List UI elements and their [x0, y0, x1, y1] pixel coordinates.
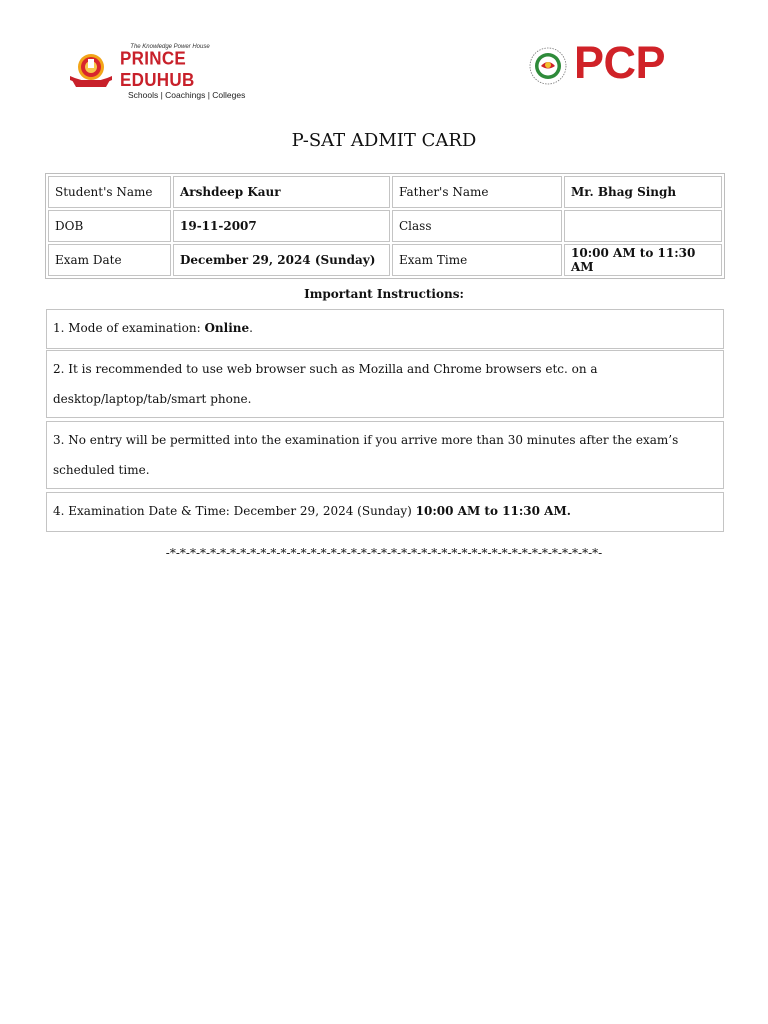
instruction-item-4	[46, 492, 724, 532]
end-marker: -*-*-*-*-*-*-*-*-*-*-*-*-*-*-*-*-*-*-*-*-*-*-*-*-*-*-*-*-*-*-*-*-*-*-*-*-*-*-*-*-*-*-*-	[165, 546, 603, 560]
instructions-heading: Important Instructions:	[304, 287, 464, 301]
prince-eduhub-emblem-icon	[68, 50, 114, 90]
label-student-name: Student's Name	[48, 176, 171, 208]
instruction-bold: Online	[204, 321, 250, 335]
brand-name: PRINCE EDUHUB	[120, 48, 195, 91]
table-row	[48, 176, 722, 208]
instruction-item-2	[46, 350, 724, 418]
label-class: Class	[392, 210, 562, 242]
pcp-seal-icon	[528, 44, 568, 88]
label-exam-time: Exam Time	[392, 244, 562, 276]
value-dob: 19-11-2007	[173, 210, 390, 242]
table-row	[48, 210, 722, 242]
instruction-text: 2. It is recommended to use web browser such as Mozilla and Chrome browsers etc. on a desktop/laptop/tab/smart phone.	[53, 362, 598, 406]
table-row	[48, 244, 722, 276]
student-details-table	[45, 173, 725, 279]
label-exam-date: Exam Date	[48, 244, 171, 276]
value-class	[564, 210, 722, 242]
brand-tagline: The Knowledge Power House	[130, 44, 210, 50]
value-father-name: Mr. Bhag Singh	[564, 176, 722, 208]
instruction-text: 4. Examination Date & Time: December 29, 2024 (Sunday)	[53, 504, 416, 518]
pcp-logo	[528, 37, 698, 92]
label-dob: DOB	[48, 210, 171, 242]
page-title: P-SAT ADMIT CARD	[291, 130, 477, 151]
brand-subtitle: Schools | Coachings | Colleges	[128, 90, 246, 100]
label-father-name: Father's Name	[392, 176, 562, 208]
instruction-bold: 10:00 AM to 11:30 AM.	[415, 504, 571, 518]
header	[0, 0, 768, 110]
instruction-item-3	[46, 421, 724, 489]
pcp-wordmark: PCP	[574, 37, 666, 88]
value-exam-date: December 29, 2024 (Sunday)	[173, 244, 390, 276]
value-exam-time: 10:00 AM to 11:30 AM	[564, 244, 722, 276]
instruction-text: 3. No entry will be permitted into the examination if you arrive more than 30 minutes after the exam’s scheduled time.	[53, 433, 679, 477]
value-student-name: Arshdeep Kaur	[173, 176, 390, 208]
instruction-text: 1. Mode of examination:	[53, 321, 205, 335]
prince-eduhub-logo	[68, 44, 258, 100]
instruction-item-1	[46, 309, 724, 349]
instruction-tail: .	[249, 321, 253, 335]
